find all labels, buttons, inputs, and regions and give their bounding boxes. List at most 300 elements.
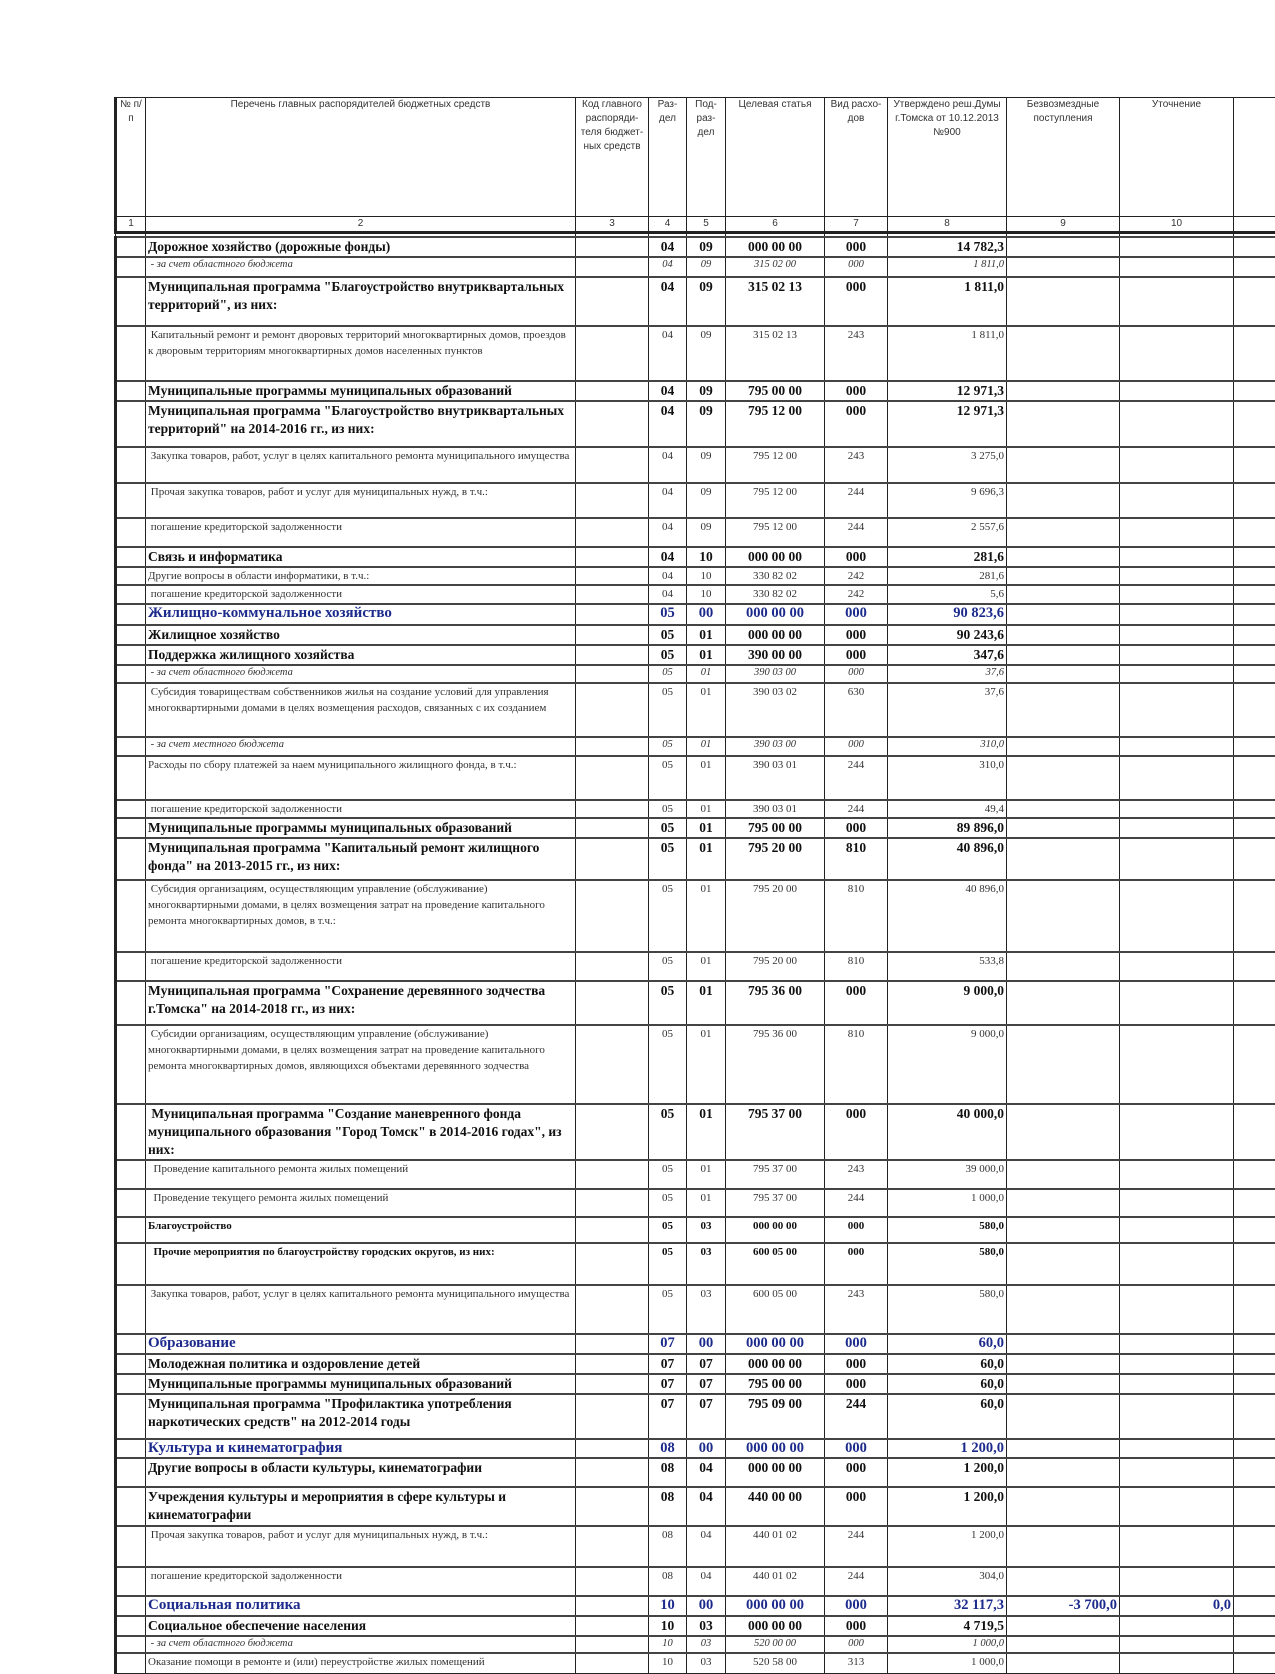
target-item: 390 03 00 <box>726 737 825 756</box>
section-code: 04 <box>649 237 687 257</box>
subsection-code: 09 <box>687 381 726 401</box>
target-item: 795 20 00 <box>726 838 825 880</box>
adjustment-amount <box>1120 1217 1234 1243</box>
expense-type: 000 <box>825 1596 888 1616</box>
adjustment-amount <box>1120 800 1234 818</box>
adjustment-amount <box>1120 1285 1234 1334</box>
grants-amount <box>1007 447 1120 483</box>
adjustment-amount <box>1120 1025 1234 1104</box>
adjustment-amount <box>1120 381 1234 401</box>
extra-cell <box>1234 1567 1275 1596</box>
section-code: 05 <box>649 665 687 683</box>
expense-type: 244 <box>825 1526 888 1567</box>
admin-code <box>576 737 649 756</box>
header-approved: Утверждено реш.Думы г.Томска от 10.12.2013 №900 <box>888 98 1007 217</box>
expense-type: 000 <box>825 1217 888 1243</box>
target-item: 000 00 00 <box>726 1596 825 1616</box>
adjustment-amount <box>1120 1636 1234 1653</box>
approved-amount: 1 200,0 <box>888 1458 1007 1487</box>
admin-code <box>576 1458 649 1487</box>
expense-type: 244 <box>825 1189 888 1217</box>
grants-amount <box>1007 1439 1120 1458</box>
subsection-code: 09 <box>687 277 726 326</box>
expense-type: 810 <box>825 838 888 880</box>
subsection-code: 01 <box>687 625 726 645</box>
extra-cell <box>1234 1334 1275 1354</box>
adjustment-amount <box>1120 737 1234 756</box>
table-row <box>116 401 1275 447</box>
row-number <box>116 1243 146 1285</box>
header-section: Раз-дел <box>649 98 687 217</box>
admin-code <box>576 567 649 585</box>
table-row <box>116 1374 1275 1394</box>
table-row <box>116 880 1275 952</box>
target-item: 315 02 13 <box>726 277 825 326</box>
row-name: погашение кредиторской задолженности <box>146 952 576 981</box>
row-number <box>116 1567 146 1596</box>
table-row <box>116 381 1275 401</box>
grants-amount <box>1007 683 1120 737</box>
grants-amount <box>1007 401 1120 447</box>
row-name: Капитальный ремонт и ремонт дворовых территорий многоквартирных домов, проездов к дворовым территориям многоквартирных домов населенных пунктов <box>146 326 576 381</box>
expense-type: 000 <box>825 1616 888 1636</box>
admin-code <box>576 1217 649 1243</box>
row-number <box>116 1458 146 1487</box>
row-number <box>116 1526 146 1567</box>
target-item: 520 00 00 <box>726 1636 825 1653</box>
table-row <box>116 483 1275 518</box>
admin-code <box>576 625 649 645</box>
row-number <box>116 645 146 665</box>
header-subsection: Под-раз-дел <box>687 98 726 217</box>
admin-code <box>576 1189 649 1217</box>
target-item: 440 01 02 <box>726 1567 825 1596</box>
row-number <box>116 1285 146 1334</box>
grants-amount <box>1007 237 1120 257</box>
header-col11 <box>1234 98 1275 217</box>
adjustment-amount <box>1120 518 1234 547</box>
row-name: Муниципальные программы муниципальных образований <box>146 1374 576 1394</box>
extra-cell <box>1234 483 1275 518</box>
grants-amount <box>1007 257 1120 277</box>
table-row <box>116 1243 1275 1285</box>
grants-amount <box>1007 1394 1120 1439</box>
subsection-code: 04 <box>687 1526 726 1567</box>
admin-code <box>576 237 649 257</box>
row-number <box>116 483 146 518</box>
extra-cell <box>1234 567 1275 585</box>
subsection-code: 07 <box>687 1354 726 1374</box>
row-name: Социальная политика <box>146 1596 576 1616</box>
subsection-code: 01 <box>687 645 726 665</box>
admin-code <box>576 1374 649 1394</box>
row-number <box>116 585 146 604</box>
adjustment-amount: 0,0 <box>1120 1596 1234 1616</box>
row-number <box>116 1104 146 1160</box>
row-number <box>116 257 146 277</box>
target-item: 795 20 00 <box>726 880 825 952</box>
adjustment-amount <box>1120 880 1234 952</box>
row-name: Жилищно-коммунальное хозяйство <box>146 604 576 625</box>
grants-amount <box>1007 1243 1120 1285</box>
table-row <box>116 756 1275 800</box>
table-row <box>116 1394 1275 1439</box>
grants-amount <box>1007 1104 1120 1160</box>
admin-code <box>576 1567 649 1596</box>
admin-code <box>576 1243 649 1285</box>
grants-amount <box>1007 981 1120 1025</box>
target-item: 600 05 00 <box>726 1243 825 1285</box>
row-name: Закупка товаров, работ, услуг в целях капитального ремонта муниципального имущества <box>146 1285 576 1334</box>
expense-type: 000 <box>825 625 888 645</box>
approved-amount: 1 811,0 <box>888 277 1007 326</box>
adjustment-amount <box>1120 1189 1234 1217</box>
adjustment-amount <box>1120 1439 1234 1458</box>
expense-type: 244 <box>825 756 888 800</box>
section-code: 05 <box>649 1160 687 1189</box>
row-number <box>116 401 146 447</box>
grants-amount <box>1007 483 1120 518</box>
approved-amount: 49,4 <box>888 800 1007 818</box>
column-number <box>1234 217 1275 233</box>
admin-code <box>576 1653 649 1673</box>
section-code: 10 <box>649 1653 687 1673</box>
grants-amount <box>1007 1354 1120 1374</box>
target-item: 795 37 00 <box>726 1160 825 1189</box>
table-row <box>116 1104 1275 1160</box>
extra-cell <box>1234 665 1275 683</box>
subsection-code: 10 <box>687 567 726 585</box>
row-name: Муниципальная программа "Профилактика употребления наркотических средств" на 2012-2014 годы <box>146 1394 576 1439</box>
target-item: 795 00 00 <box>726 1374 825 1394</box>
section-code: 04 <box>649 483 687 518</box>
expense-type: 000 <box>825 547 888 567</box>
adjustment-amount <box>1120 257 1234 277</box>
admin-code <box>576 981 649 1025</box>
grants-amount <box>1007 1526 1120 1567</box>
row-name: Муниципальные программы муниципальных образований <box>146 818 576 838</box>
target-item: 000 00 00 <box>726 1616 825 1636</box>
expense-type: 244 <box>825 483 888 518</box>
row-number <box>116 1374 146 1394</box>
section-code: 05 <box>649 645 687 665</box>
grants-amount <box>1007 1217 1120 1243</box>
grants-amount <box>1007 880 1120 952</box>
table-row <box>116 237 1275 257</box>
row-number <box>116 1025 146 1104</box>
row-number <box>116 981 146 1025</box>
table-row <box>116 1653 1275 1673</box>
approved-amount: 310,0 <box>888 756 1007 800</box>
approved-amount: 1 200,0 <box>888 1526 1007 1567</box>
admin-code <box>576 381 649 401</box>
expense-type: 000 <box>825 1243 888 1285</box>
row-number <box>116 1596 146 1616</box>
expense-type: 000 <box>825 737 888 756</box>
grants-amount <box>1007 585 1120 604</box>
grants-amount <box>1007 1653 1120 1673</box>
row-number <box>116 625 146 645</box>
admin-code <box>576 880 649 952</box>
extra-cell <box>1234 880 1275 952</box>
extra-cell <box>1234 625 1275 645</box>
section-code: 07 <box>649 1334 687 1354</box>
column-number: 6 <box>726 217 825 233</box>
row-name: Связь и информатика <box>146 547 576 567</box>
table-row <box>116 1596 1275 1616</box>
subsection-code: 07 <box>687 1394 726 1439</box>
section-code: 04 <box>649 585 687 604</box>
admin-code <box>576 401 649 447</box>
grants-amount <box>1007 518 1120 547</box>
adjustment-amount <box>1120 1374 1234 1394</box>
grants-amount <box>1007 665 1120 683</box>
subsection-code: 01 <box>687 1160 726 1189</box>
extra-cell <box>1234 1616 1275 1636</box>
table-row <box>116 277 1275 326</box>
subsection-code: 07 <box>687 1374 726 1394</box>
grants-amount <box>1007 1334 1120 1354</box>
table-row <box>116 1616 1275 1636</box>
section-code: 04 <box>649 518 687 547</box>
approved-amount: 1 000,0 <box>888 1189 1007 1217</box>
row-name: Культура и кинематография <box>146 1439 576 1458</box>
expense-type: 810 <box>825 952 888 981</box>
row-name: Закупка товаров, работ, услуг в целях капитального ремонта муниципального имущества <box>146 447 576 483</box>
adjustment-amount <box>1120 818 1234 838</box>
grants-amount: -3 700,0 <box>1007 1596 1120 1616</box>
subsection-code: 03 <box>687 1616 726 1636</box>
target-item: 000 00 00 <box>726 625 825 645</box>
header-admin-code: Код главного распоряди-теля бюджет-ных средств <box>576 98 649 217</box>
grants-amount <box>1007 326 1120 381</box>
row-name: Благоустройство <box>146 1217 576 1243</box>
section-code: 08 <box>649 1567 687 1596</box>
expense-type: 242 <box>825 567 888 585</box>
section-code: 07 <box>649 1354 687 1374</box>
target-item: 795 00 00 <box>726 381 825 401</box>
adjustment-amount <box>1120 1526 1234 1567</box>
row-number <box>116 1160 146 1189</box>
subsection-code: 01 <box>687 665 726 683</box>
row-number <box>116 447 146 483</box>
adjustment-amount <box>1120 1487 1234 1526</box>
section-code: 10 <box>649 1596 687 1616</box>
subsection-code: 09 <box>687 518 726 547</box>
row-number <box>116 1217 146 1243</box>
subsection-code: 03 <box>687 1636 726 1653</box>
row-number <box>116 547 146 567</box>
target-item: 795 37 00 <box>726 1104 825 1160</box>
section-code: 05 <box>649 838 687 880</box>
section-code: 04 <box>649 257 687 277</box>
extra-cell <box>1234 1526 1275 1567</box>
extra-cell <box>1234 257 1275 277</box>
target-item: 795 37 00 <box>726 1189 825 1217</box>
table-row <box>116 1334 1275 1354</box>
extra-cell <box>1234 381 1275 401</box>
column-number: 2 <box>146 217 576 233</box>
approved-amount: 310,0 <box>888 737 1007 756</box>
subsection-code: 01 <box>687 818 726 838</box>
header-row <box>116 98 1275 217</box>
approved-amount: 1 811,0 <box>888 257 1007 277</box>
adjustment-amount <box>1120 1616 1234 1636</box>
approved-amount: 1 000,0 <box>888 1653 1007 1673</box>
column-number: 5 <box>687 217 726 233</box>
subsection-code: 01 <box>687 880 726 952</box>
extra-cell <box>1234 447 1275 483</box>
extra-cell <box>1234 1374 1275 1394</box>
row-number <box>116 567 146 585</box>
target-item: 000 00 00 <box>726 1334 825 1354</box>
adjustment-amount <box>1120 1458 1234 1487</box>
subsection-code: 09 <box>687 237 726 257</box>
expense-type: 000 <box>825 401 888 447</box>
section-code: 04 <box>649 567 687 585</box>
table-row <box>116 518 1275 547</box>
expense-type: 243 <box>825 326 888 381</box>
row-number <box>116 277 146 326</box>
subsection-code: 01 <box>687 756 726 800</box>
extra-cell <box>1234 1596 1275 1616</box>
approved-amount: 9 696,3 <box>888 483 1007 518</box>
expense-type: 244 <box>825 800 888 818</box>
target-item: 000 00 00 <box>726 1458 825 1487</box>
section-code: 05 <box>649 604 687 625</box>
row-number <box>116 1354 146 1374</box>
extra-cell <box>1234 401 1275 447</box>
adjustment-amount <box>1120 401 1234 447</box>
approved-amount: 4 719,5 <box>888 1616 1007 1636</box>
subsection-code: 09 <box>687 401 726 447</box>
admin-code <box>576 483 649 518</box>
grants-amount <box>1007 645 1120 665</box>
adjustment-amount <box>1120 1354 1234 1374</box>
row-number <box>116 756 146 800</box>
extra-cell <box>1234 585 1275 604</box>
admin-code <box>576 818 649 838</box>
section-code: 05 <box>649 800 687 818</box>
table-row <box>116 1217 1275 1243</box>
approved-amount: 281,6 <box>888 547 1007 567</box>
grants-amount <box>1007 1189 1120 1217</box>
admin-code <box>576 518 649 547</box>
expense-type: 000 <box>825 1334 888 1354</box>
section-code: 04 <box>649 547 687 567</box>
section-code: 10 <box>649 1636 687 1653</box>
table-row <box>116 818 1275 838</box>
expense-type: 000 <box>825 1354 888 1374</box>
row-name: - за счет областного бюджета <box>146 257 576 277</box>
approved-amount: 304,0 <box>888 1567 1007 1596</box>
row-number <box>116 381 146 401</box>
section-code: 05 <box>649 981 687 1025</box>
approved-amount: 12 971,3 <box>888 381 1007 401</box>
approved-amount: 60,0 <box>888 1334 1007 1354</box>
column-number: 8 <box>888 217 1007 233</box>
admin-code <box>576 277 649 326</box>
admin-code <box>576 1636 649 1653</box>
admin-code <box>576 604 649 625</box>
target-item: 390 03 00 <box>726 665 825 683</box>
admin-code <box>576 1487 649 1526</box>
expense-type: 000 <box>825 1374 888 1394</box>
subsection-code: 10 <box>687 585 726 604</box>
row-name: погашение кредиторской задолженности <box>146 1567 576 1596</box>
admin-code <box>576 1025 649 1104</box>
grants-amount <box>1007 952 1120 981</box>
subsection-code: 04 <box>687 1567 726 1596</box>
admin-code <box>576 1596 649 1616</box>
grants-amount <box>1007 1374 1120 1394</box>
target-item: 000 00 00 <box>726 1217 825 1243</box>
row-name: Муниципальная программа "Капитальный ремонт жилищного фонда" на 2013-2015 гг., из них: <box>146 838 576 880</box>
adjustment-amount <box>1120 952 1234 981</box>
extra-cell <box>1234 1653 1275 1673</box>
column-number: 10 <box>1120 217 1234 233</box>
table-row <box>116 257 1275 277</box>
header-grants: Безвозмездные поступления <box>1007 98 1120 217</box>
target-item: 390 03 01 <box>726 756 825 800</box>
grants-amount <box>1007 756 1120 800</box>
subsection-code: 09 <box>687 326 726 381</box>
adjustment-amount <box>1120 277 1234 326</box>
subsection-code: 01 <box>687 737 726 756</box>
subsection-code: 04 <box>687 1487 726 1526</box>
adjustment-amount <box>1120 604 1234 625</box>
table-row <box>116 1025 1275 1104</box>
target-item: 795 12 00 <box>726 447 825 483</box>
row-name: Проведение капитального ремонта жилых помещений <box>146 1160 576 1189</box>
subsection-code: 10 <box>687 547 726 567</box>
row-name: - за счет областного бюджета <box>146 1636 576 1653</box>
target-item: 795 20 00 <box>726 952 825 981</box>
target-item: 315 02 13 <box>726 326 825 381</box>
section-code: 05 <box>649 818 687 838</box>
row-number <box>116 952 146 981</box>
extra-cell <box>1234 683 1275 737</box>
subsection-code: 04 <box>687 1458 726 1487</box>
row-name: Образование <box>146 1334 576 1354</box>
approved-amount: 580,0 <box>888 1285 1007 1334</box>
approved-amount: 37,6 <box>888 665 1007 683</box>
section-code: 05 <box>649 1189 687 1217</box>
grants-amount <box>1007 1636 1120 1653</box>
subsection-code: 01 <box>687 1104 726 1160</box>
section-code: 04 <box>649 381 687 401</box>
section-code: 05 <box>649 1217 687 1243</box>
header-adjustment: Уточнение <box>1120 98 1234 217</box>
target-item: 315 02 00 <box>726 257 825 277</box>
row-number <box>116 665 146 683</box>
row-number <box>116 683 146 737</box>
approved-amount: 347,6 <box>888 645 1007 665</box>
approved-amount: 533,8 <box>888 952 1007 981</box>
table-row <box>116 1567 1275 1596</box>
row-number <box>116 818 146 838</box>
section-code: 08 <box>649 1458 687 1487</box>
extra-cell <box>1234 737 1275 756</box>
adjustment-amount <box>1120 237 1234 257</box>
approved-amount: 40 896,0 <box>888 838 1007 880</box>
target-item: 795 12 00 <box>726 518 825 547</box>
expense-type: 244 <box>825 518 888 547</box>
row-number <box>116 1439 146 1458</box>
grants-amount <box>1007 1487 1120 1526</box>
approved-amount: 9 000,0 <box>888 1025 1007 1104</box>
extra-cell <box>1234 1285 1275 1334</box>
